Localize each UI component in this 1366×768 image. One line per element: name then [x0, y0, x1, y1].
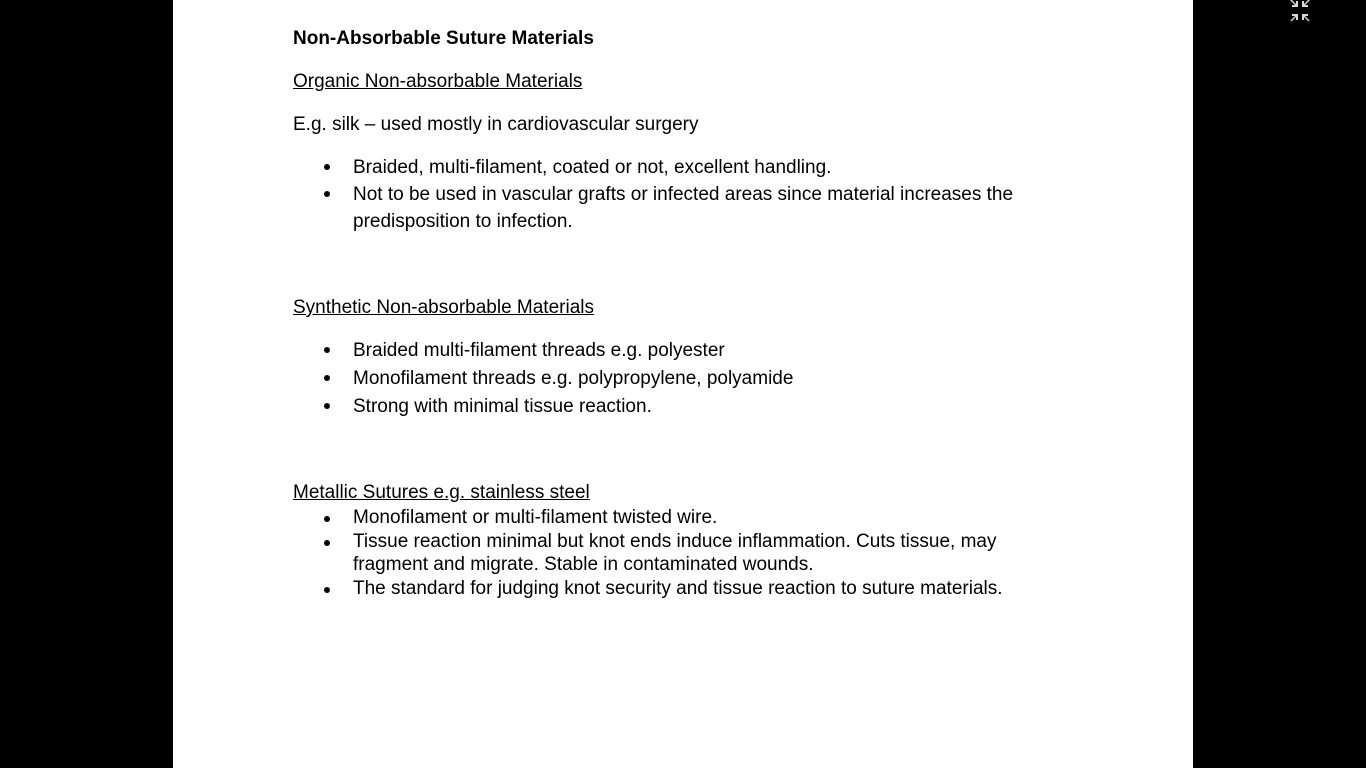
list-item	[293, 337, 1073, 365]
bullet-icon	[324, 516, 330, 522]
list-item-text: Not to be used in vascular grafts or infected areas since material increases the predisposition to infection.	[353, 184, 1014, 232]
bullet-icon	[324, 375, 330, 381]
section-heading-metallic: Metallic Sutures e.g. stainless steel	[293, 482, 590, 503]
bullet-icon	[324, 540, 330, 546]
section-intro-organic: E.g. silk – used mostly in cardiovascular surgery	[293, 114, 699, 135]
exit-fullscreen-button[interactable]	[1287, 0, 1313, 24]
list-item	[293, 506, 1073, 530]
list-item	[293, 577, 1073, 601]
list-item-text: The standard for judging knot security and tissue reaction to suture materials.	[353, 577, 1003, 599]
list-item-text: Tissue reaction minimal but knot ends induce inflammation. Cuts tissue, may fragment and migrate. Stable in contaminated wounds.	[353, 530, 997, 575]
bullet-icon	[324, 587, 330, 593]
list-item-text: Braided multi-filament threads e.g. polyester	[353, 340, 725, 361]
bullet-list-organic	[293, 154, 1073, 235]
list-item	[293, 365, 1073, 393]
exit-fullscreen-icon	[1287, 0, 1313, 24]
bullet-list-metallic	[293, 506, 1073, 600]
list-item-text: Braided, multi-filament, coated or not, excellent handling.	[353, 157, 832, 178]
bullet-icon	[324, 347, 330, 353]
bullet-icon	[324, 164, 330, 170]
list-item-text: Monofilament or multi-filament twisted wire.	[353, 507, 718, 528]
page-content	[293, 27, 1073, 600]
section-heading-organic: Organic Non-absorbable Materials	[293, 71, 583, 92]
bullet-icon	[324, 191, 330, 197]
list-item-text: Monofilament threads e.g. polypropylene, polyamide	[353, 368, 794, 389]
list-item	[293, 154, 1073, 181]
section-heading-synthetic: Synthetic Non-absorbable Materials	[293, 297, 594, 318]
bullet-list-synthetic	[293, 337, 1073, 421]
list-item	[293, 181, 1073, 235]
document-title: Non-Absorbable Suture Materials	[293, 28, 594, 49]
list-item-text: Strong with minimal tissue reaction.	[353, 396, 652, 417]
list-item	[293, 530, 1073, 577]
document-page	[173, 0, 1193, 768]
bullet-icon	[324, 403, 330, 409]
list-item	[293, 393, 1073, 421]
